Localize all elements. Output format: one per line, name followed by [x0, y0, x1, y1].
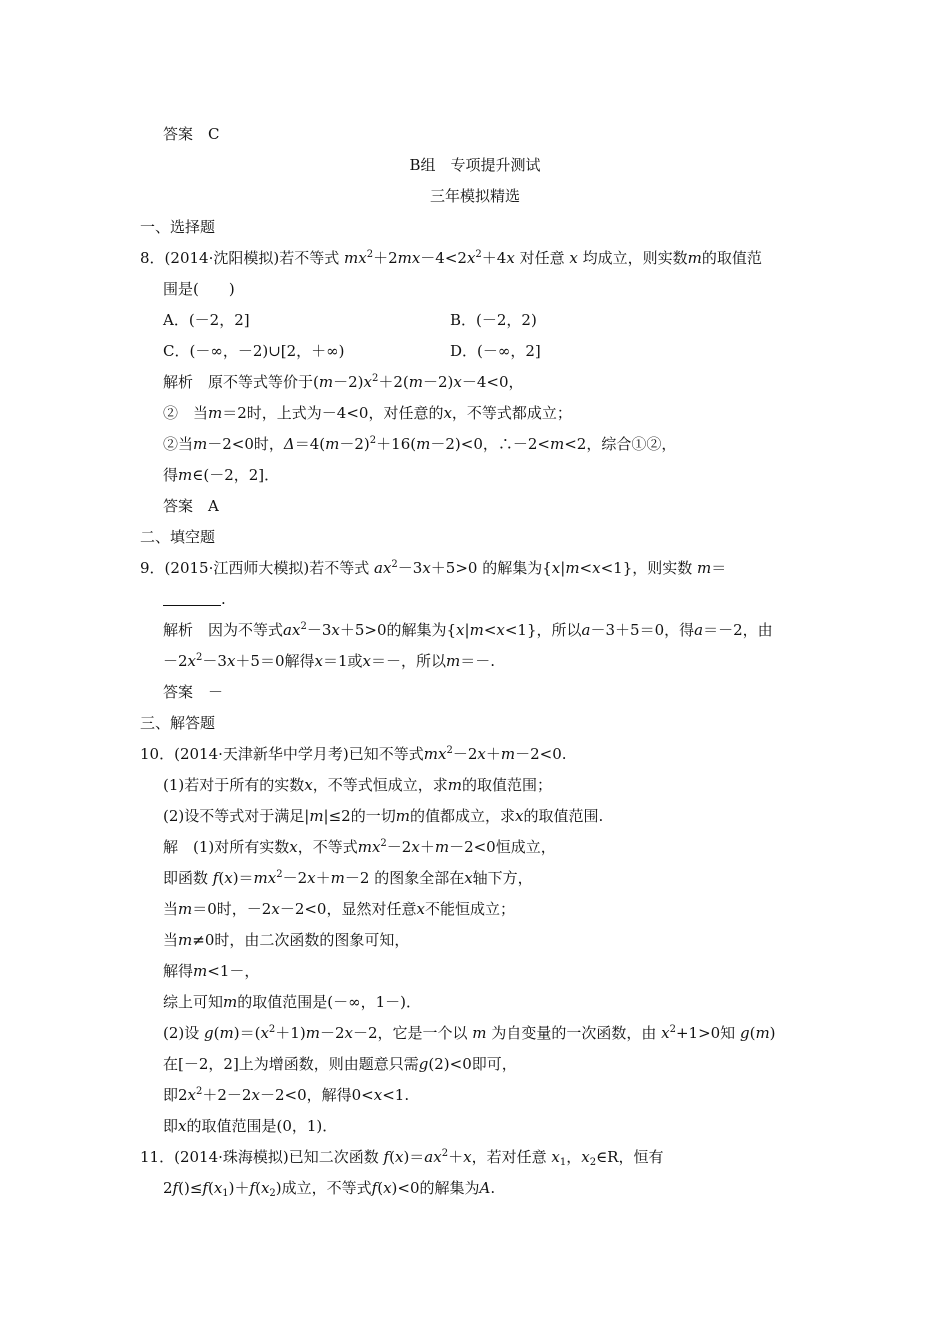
q8-option-d: D．(－∞，2]	[450, 342, 541, 360]
q8-solution-4: 得m∈(－2，2]．	[163, 466, 280, 484]
q9-line-1: 9．(2015·江西师大模拟)若不等式 $ax^2-3x+5>0$ 的解集为{x|m<x<1}，则实数 m＝	[140, 559, 727, 577]
q8-answer: 答案 A	[163, 497, 219, 515]
q10-part-1: (1)若对于所有的实数x，不等式恒成立，求m的取值范围；	[163, 776, 552, 794]
q10-solution-6: 综上可知m的取值范围是(－∞，1－)．	[163, 993, 421, 1011]
q8-option-b: B．(－2，2)	[450, 311, 537, 329]
q10-solution-5: 解得m<1－，	[163, 962, 260, 980]
q10-part-2: (2)设不等式对于满足|m|≤2的一切m的值都成立，求x的取值范围.	[163, 807, 604, 825]
prev-answer: 答案 C	[163, 125, 220, 143]
group-title: B组 专项提升测试	[409, 156, 541, 174]
q8-solution-1: 解析 原不等式等价于$(m-2)x^2+2(m-2)x-4<0$，	[163, 373, 524, 391]
q10-solution-1: 解 (1)对所有实数x，不等式$mx^2-2x+m-2<0$恒成立，	[163, 838, 556, 856]
q10-solution-8: 在[－2，2]上为增函数，则由题意只需g(2)<0即可，	[163, 1055, 517, 1073]
q11-line-1: 11．(2014·珠海模拟)已知二次函数 $f(x)=ax^2+x$，若对任意 $x_1$，$x_2\in R$，恒有	[140, 1148, 664, 1168]
q10-solution-4: 当m≠0时，由二次函数的图象可知，	[163, 931, 410, 949]
q10-solution-9: 即$2x^2+2-2x-2<0$，解得0<x<1.	[163, 1086, 410, 1104]
q8-line-1: 8．(2014·沈阳模拟)若不等式 $mx^2+2mx-4<2x^2+4x$ 对任意 x 均成立，则实数m的取值范	[140, 249, 762, 267]
q10-solution-3: 当m＝0时，－2x－2<0，显然对任意x不能恒成立；	[163, 900, 515, 918]
q9-solution-1: 解析 因为不等式$ax^2-3x+5>0$的解集为{x|m<x<1}，所以a－3＋5＝0，得a＝－2，由	[163, 621, 773, 639]
q8-solution-2: ② 当m＝2时，上式为－4<0，对任意的x，不等式都成立；	[163, 404, 572, 422]
q8-option-a: A．(－2，2]	[163, 311, 250, 329]
q11-line-2: $2f()\le f(x_1)+f(x_2)$成立，不等式f(x)<0的解集为A.	[163, 1179, 496, 1199]
q8-line-2: 围是( )	[163, 280, 235, 298]
section-fill-heading: 二、填空题	[140, 528, 216, 546]
q9-answer-blank	[163, 591, 221, 606]
q10-solution-10: 即x的取值范围是(0，1)．	[163, 1117, 338, 1135]
q9-answer: 答案 －	[163, 683, 224, 701]
group-subtitle: 三年模拟精选	[429, 187, 520, 205]
q10-solution-7: (2)设 $g(m)=(x^2+1)m-2x-2$，它是一个以 m 为自变量的一次函数，由 $x^2+1>0$知 g(m)	[163, 1024, 776, 1042]
section-choice-heading: 一、选择题	[140, 218, 216, 236]
section-solve-heading: 三、解答题	[140, 714, 216, 732]
q10-line-1: 10．(2014·天津新华中学月考)已知不等式$mx^2-2x+m-2<0$.	[140, 745, 567, 763]
q9-solution-2: $-2x^2-3x+5=0$解得x＝1或x＝－，所以m＝－.	[163, 652, 496, 670]
q9-line-2: .	[163, 589, 226, 609]
q8-solution-3: ②当m－2<0时，$\Delta=4(m-2)^2+16(m-2)<0$，∴－2<m<2，综合①②，	[163, 435, 677, 453]
q8-option-c: C．(－∞，－2)∪[2，＋∞)	[163, 342, 345, 360]
q10-solution-2: 即函数 $f(x)=mx^2-2x+m-2$ 的图象全部在x轴下方，	[163, 869, 533, 887]
